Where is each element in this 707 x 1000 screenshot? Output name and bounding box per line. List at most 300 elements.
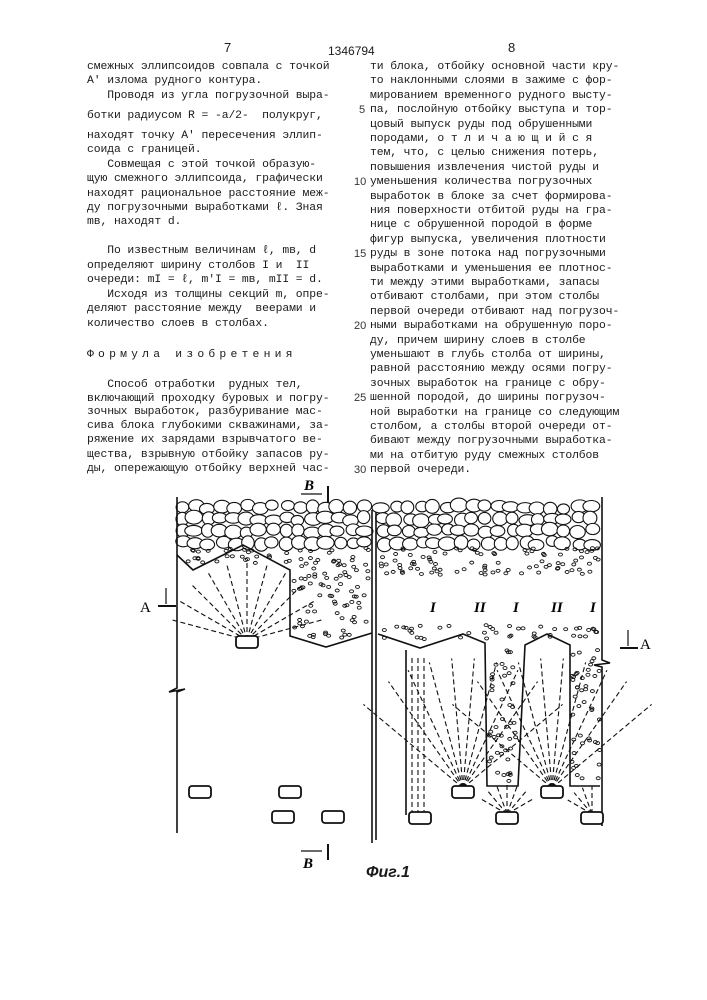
text-line: ти блока, отбойку основной части кру- — [370, 60, 619, 74]
boulder — [329, 499, 344, 513]
boulder — [372, 503, 389, 513]
text-line: выработок в блоке за счет формирова- — [370, 190, 612, 204]
ore-fragment — [580, 742, 584, 745]
text-line: ми на отбитую руду смежных столбов — [370, 449, 599, 463]
ore-fragment — [488, 760, 492, 763]
ore-fragment — [556, 562, 560, 565]
boulder — [481, 537, 495, 550]
blast-hole — [507, 791, 526, 814]
ore-fragment — [483, 573, 487, 576]
ore-fragment — [462, 568, 466, 571]
text-line: па, послойную отбойку выступа и тор- — [370, 103, 612, 117]
loading-drift — [452, 786, 474, 798]
text-line: смежных эллипсоидов совпала с точкой — [87, 60, 329, 74]
ore-fragment — [344, 574, 348, 577]
ore-fragment — [354, 569, 358, 572]
ore-fragment — [285, 552, 289, 555]
column-label: I — [512, 600, 520, 616]
boulder — [387, 525, 401, 536]
column-label: II — [473, 600, 487, 616]
ore-fragment — [201, 561, 205, 564]
text-line: породами, о т л и ч а ю щ и й с я — [370, 132, 592, 146]
ore-fragment — [502, 774, 506, 777]
caved-rock-boulders — [176, 498, 601, 552]
blast-hole — [552, 662, 586, 788]
blast-hole — [226, 563, 247, 640]
ore-fragment — [334, 577, 338, 580]
ore-fragment — [429, 560, 433, 563]
ore-fragment — [589, 663, 593, 666]
ore-fragment — [592, 657, 596, 660]
boulder — [265, 537, 278, 548]
ore-fragment — [304, 562, 308, 565]
ore-fragment — [490, 689, 494, 692]
text-line: определяют ширину столбов I и II — [87, 259, 309, 273]
ore-fragment — [578, 734, 582, 737]
text-line: нице с обрушенной породой в форме — [370, 218, 592, 232]
ore-fragment — [582, 701, 586, 704]
ore-fragment — [507, 779, 511, 782]
ore-fragment — [596, 777, 600, 780]
text-line: ды, опережающую отбойку верхней час- — [87, 462, 329, 476]
loading-drift — [581, 812, 603, 824]
ore-fragment — [494, 726, 498, 729]
boulder — [176, 502, 189, 513]
text-line: шенной породой, до ширины погрузоч- — [370, 391, 606, 405]
blast-hole — [247, 583, 304, 640]
boulder — [356, 526, 373, 536]
ore-fragment — [432, 567, 436, 570]
ore-fragment — [572, 563, 576, 566]
ore-fragment — [574, 559, 578, 562]
blast-hole — [363, 704, 463, 788]
boulder — [357, 511, 369, 524]
ore-fragment — [443, 552, 447, 555]
text-line: столбом, а столбы второй очереди от- — [370, 420, 612, 434]
ore-fragment — [506, 758, 510, 761]
text-line: зочных выработок на границе с обру- — [370, 377, 606, 391]
ore-fragment — [395, 625, 399, 628]
column-label: II — [550, 600, 564, 616]
loading-drift — [279, 786, 301, 798]
ore-fragment — [558, 553, 562, 556]
boulder — [427, 524, 442, 535]
text-line: сива блока глубокими скважинами, за- — [87, 419, 329, 433]
ore-fragment — [255, 555, 259, 558]
ore-fragment — [419, 573, 423, 576]
ore-fragment — [342, 564, 346, 567]
ore-fragment — [416, 567, 420, 570]
boulder — [490, 526, 505, 537]
text-line: количество слоев в столбах. — [87, 317, 269, 331]
ore-fragment — [394, 552, 398, 555]
ore-fragment — [325, 576, 329, 579]
boulder — [478, 512, 491, 524]
boulder — [478, 500, 491, 511]
boulder — [583, 501, 600, 512]
ore-fragment — [492, 735, 496, 738]
text-line: повышения извлечения чистой руды и — [370, 161, 599, 175]
ore-fragment — [362, 594, 366, 597]
boulder — [401, 501, 414, 514]
boulder — [464, 524, 479, 536]
text-line: ботки радиусом R = -a/2- полукруг, — [87, 109, 323, 123]
text-line: Проводя из угла погрузочной выра- — [87, 89, 329, 103]
ore-fragment — [398, 567, 402, 570]
ore-fragment — [583, 635, 587, 638]
blast-hole — [190, 583, 247, 640]
boulder — [528, 539, 544, 550]
ore-fragment — [584, 688, 588, 691]
blast-hole-fans — [170, 560, 652, 815]
ore-fragment — [491, 571, 495, 574]
ore-fragment — [352, 565, 356, 568]
boulder — [413, 514, 430, 528]
ore-fragment — [577, 651, 581, 654]
boulder — [438, 537, 456, 550]
ore-fragment — [534, 565, 538, 568]
boulder — [225, 525, 242, 539]
ore-fragment — [458, 549, 462, 552]
ore-fragment — [520, 572, 524, 575]
text-line: зочных выработок, разбуривание мас- — [87, 405, 323, 419]
boulder — [438, 514, 453, 524]
ore-fragment — [341, 629, 345, 632]
ore-fragment — [489, 756, 493, 759]
section-label-b-top: В — [303, 478, 314, 494]
text-line: бивают между погрузочными выработка- — [370, 434, 612, 448]
left-page-number: 7 — [224, 40, 231, 55]
ore-fragment — [433, 551, 437, 554]
ore-fragment — [350, 559, 354, 562]
ore-fragment — [565, 571, 569, 574]
ore-fragment — [438, 573, 442, 576]
text-line: руды в зоне потока над погрузочными — [370, 247, 606, 261]
text-line: включающий проходку буровых и погру- — [87, 392, 329, 406]
ore-fragment — [384, 563, 388, 566]
boulder — [502, 502, 519, 512]
ore-fragment — [577, 705, 581, 708]
boulder — [557, 504, 569, 514]
ore-fragment — [253, 561, 257, 564]
boulder — [317, 536, 334, 549]
ore-fragment — [506, 568, 510, 571]
boulder — [425, 499, 439, 513]
text-line: мированием временного рудного высту- — [370, 89, 612, 103]
text-line: соида с границей. — [87, 143, 202, 157]
ore-fragment — [496, 569, 500, 572]
text-line: Совмещая с этой точкой образую- — [87, 158, 316, 172]
text-line: ния поверхности отбитой руды на гра- — [370, 204, 612, 218]
ore-fragment — [572, 766, 576, 769]
ore-fragment — [553, 628, 557, 631]
text-line: щую смежного эллипсоида, графически — [87, 172, 323, 186]
ore-fragment — [504, 572, 508, 575]
figure-1-mining-diagram — [0, 0, 707, 1000]
boulder — [292, 524, 304, 536]
claims-heading: Формула изобретения — [87, 348, 297, 362]
ore-fragment — [327, 585, 331, 588]
boulder — [330, 526, 344, 536]
ore-fragment — [447, 624, 451, 627]
boulder — [555, 514, 571, 524]
ore-fragment — [597, 763, 601, 766]
ore-fragment — [206, 549, 210, 552]
boulder — [541, 522, 557, 535]
ore-fragment — [596, 649, 600, 652]
ore-fragment — [521, 627, 525, 630]
ore-fragment — [485, 637, 489, 640]
ore-fragment — [593, 674, 597, 677]
boulder — [506, 512, 518, 524]
ore-fragment — [337, 559, 341, 562]
ore-fragment — [340, 636, 344, 639]
ore-fragment — [586, 668, 590, 671]
ore-fragment — [491, 673, 495, 676]
ore-fragment — [459, 636, 463, 639]
loading-drift — [189, 786, 211, 798]
loading-drift — [236, 636, 258, 648]
ore-fragment — [540, 560, 544, 563]
ore-fragment — [597, 669, 601, 672]
ore-fragment — [503, 667, 507, 670]
ore-fragment — [330, 549, 334, 552]
ore-fragment — [355, 585, 359, 588]
text-line: первой очереди. — [370, 463, 471, 477]
ore-fragment — [507, 672, 511, 675]
ore-fragment — [335, 612, 339, 615]
section-label-a-left: А — [140, 600, 151, 616]
boulder — [185, 525, 203, 536]
ore-fragment — [306, 610, 310, 613]
ore-fragment — [539, 625, 543, 628]
text-line: равной расстоянию между осями погру- — [370, 362, 612, 376]
ore-fragment — [438, 626, 442, 629]
ore-fragment — [292, 579, 296, 582]
loading-drift — [541, 786, 563, 798]
boulder — [494, 537, 507, 550]
boulder — [200, 539, 215, 550]
boulder — [402, 525, 415, 537]
ore-fragment — [393, 559, 397, 562]
blast-hole — [247, 619, 324, 640]
boulder — [506, 537, 518, 550]
text-line: уменьшают в глубь столба от ширины, — [370, 348, 606, 362]
section-label-b-bottom: В — [302, 856, 313, 872]
ore-fragment — [590, 690, 594, 693]
ore-fragment — [357, 601, 361, 604]
ore-fragment — [588, 570, 592, 573]
ore-fragment — [316, 558, 320, 561]
blast-hole — [574, 793, 592, 814]
ore-fragment — [511, 666, 515, 669]
left-frame-line — [169, 497, 185, 833]
text-line: Исходя из толщины секций m, опре- — [87, 288, 329, 302]
ore-fragment — [578, 635, 582, 638]
ore-fragment — [573, 695, 577, 698]
ore-fragment — [421, 555, 425, 558]
text-line: находят рациональное расстояние меж- — [87, 187, 329, 201]
ore-fragment — [580, 572, 584, 575]
text-line: ряжение их зарядами взрывчатого ве- — [87, 433, 323, 447]
ore-fragment — [479, 572, 483, 575]
ore-fragment — [579, 550, 583, 553]
blast-hole — [582, 788, 592, 814]
boulder — [529, 502, 544, 514]
boulder — [266, 500, 278, 510]
boulder — [250, 523, 266, 536]
ore-fragment — [494, 631, 498, 634]
ore-fragment — [496, 771, 500, 774]
ore-fragment — [584, 685, 588, 688]
blast-hole — [488, 791, 507, 814]
ore-fragment — [323, 572, 327, 575]
text-line: выработками и уменьшения ее плотнос- — [370, 262, 612, 276]
text-line: ти между этими выработками, запасы — [370, 276, 599, 290]
ore-fragment — [418, 624, 422, 627]
boulder — [583, 511, 597, 525]
right-page-number: 8 — [508, 40, 515, 55]
loading-drift — [322, 811, 344, 823]
ore-fragment — [225, 555, 229, 558]
ore-fragment — [215, 560, 219, 563]
ore-fragment — [309, 604, 313, 607]
ore-fragment — [357, 606, 361, 609]
text-line: Способ отработки рудных тел, — [87, 378, 303, 392]
ore-fragment — [398, 563, 402, 566]
boulder — [586, 523, 600, 534]
ore-fragment — [508, 737, 512, 740]
ore-fragment — [312, 567, 316, 570]
ore-fragment — [500, 662, 504, 665]
blast-hole — [497, 786, 507, 814]
ore-fragment — [572, 634, 576, 637]
ore-fragment — [327, 634, 331, 637]
ore-fragment — [385, 572, 389, 575]
ore-fragment — [517, 627, 521, 630]
text-line: ду погрузочными выработками ℓ. Зная — [87, 201, 323, 215]
boulder — [570, 525, 585, 538]
ore-fragment — [544, 565, 548, 568]
figure-caption: Фиг.1 — [366, 864, 410, 882]
ore-fragment — [408, 553, 412, 556]
ore-fragment — [525, 552, 529, 555]
ore-fragment — [488, 626, 492, 629]
ore-fragment — [381, 556, 385, 559]
loading-drift — [272, 811, 294, 823]
ore-fragment — [484, 624, 488, 627]
ore-fragment — [350, 619, 354, 622]
ore-fragment — [496, 561, 500, 564]
column-label: I — [589, 600, 597, 616]
boulder — [185, 510, 203, 524]
text-line: щества, взрывную отбойку запасов ру- — [87, 448, 329, 462]
ore-fragment — [415, 636, 419, 639]
ore-fragment — [495, 751, 499, 754]
ore-fragment — [335, 589, 339, 592]
text-line: тем, что, с целью снижения потерь, — [370, 146, 599, 160]
ore-fragment — [537, 571, 541, 574]
line-number: 15 — [354, 248, 366, 260]
blast-hole — [429, 662, 463, 788]
ore-fragment — [196, 550, 200, 553]
text-line: отбивают столбами, при этом столбы — [370, 290, 599, 304]
loading-drift — [409, 812, 431, 824]
ore-fragment — [308, 557, 312, 560]
ore-fragment — [318, 594, 322, 597]
text-line: фигур выпуска, увеличения плотности — [370, 233, 606, 247]
ore-fragment — [303, 577, 307, 580]
ore-fragment — [528, 566, 532, 569]
text-line: По известным величинам ℓ, mв, d — [87, 244, 316, 258]
line-number: 20 — [354, 320, 366, 332]
ore-fragment — [391, 570, 395, 573]
line-number: 30 — [354, 464, 366, 476]
text-line: A' излома рудного контура. — [87, 74, 262, 88]
ore-fragment — [298, 618, 302, 621]
text-line: уменьшения количества погрузочных — [370, 175, 592, 189]
text-line: первой очереди отбивают над погрузоч- — [370, 305, 619, 319]
ore-fragment — [585, 551, 589, 554]
blast-hole — [170, 619, 247, 640]
boulder — [281, 501, 294, 511]
ore-fragment — [455, 570, 459, 573]
boulder — [306, 500, 319, 514]
ore-fragment — [570, 569, 574, 572]
ore-fragment — [332, 600, 336, 603]
ore-fragment — [340, 617, 344, 620]
ore-fragment — [587, 562, 591, 565]
ore-fragment — [366, 570, 370, 573]
ore-fragment — [587, 628, 591, 631]
section-label-a-right: А — [640, 637, 651, 653]
ore-fragment — [532, 632, 536, 635]
line-number: 5 — [359, 104, 365, 116]
ore-fragment — [561, 563, 565, 566]
boulder — [267, 523, 281, 535]
text-line: ной выработки на границе со следующим — [370, 406, 619, 420]
ore-fragment — [364, 620, 368, 623]
boulder — [465, 512, 478, 523]
text-line: очереди: mI = ℓ, m'I = mв, mII = d. — [87, 273, 323, 287]
patent-number: 1346794 — [328, 44, 375, 58]
line-number: 10 — [354, 176, 366, 188]
ore-fragment — [343, 633, 347, 636]
boulder — [280, 524, 292, 537]
ore-fragment — [246, 551, 250, 554]
ore-fragment — [508, 625, 512, 628]
ore-fragment — [366, 577, 370, 580]
ore-fragment — [380, 565, 384, 568]
ore-fragment — [351, 556, 355, 559]
text-line: ными выработками на обрушенную поро- — [370, 319, 612, 333]
text-line: находят точку A' пересечения эллип- — [87, 129, 323, 143]
ore-fragment — [299, 577, 303, 580]
ore-fragment — [299, 558, 303, 561]
ore-fragment — [571, 678, 575, 681]
ore-fragment — [577, 568, 581, 571]
ore-fragment — [483, 569, 487, 572]
boulder — [584, 540, 601, 551]
ore-fragment — [313, 575, 317, 578]
line-number: 25 — [354, 392, 366, 404]
ore-fragment — [339, 583, 343, 586]
center-divider — [372, 510, 376, 843]
text-line: цовый выпуск руды под обрушенными — [370, 118, 592, 132]
ore-fragment — [430, 571, 434, 574]
ore-fragment — [307, 574, 311, 577]
loading-drift — [496, 812, 518, 824]
